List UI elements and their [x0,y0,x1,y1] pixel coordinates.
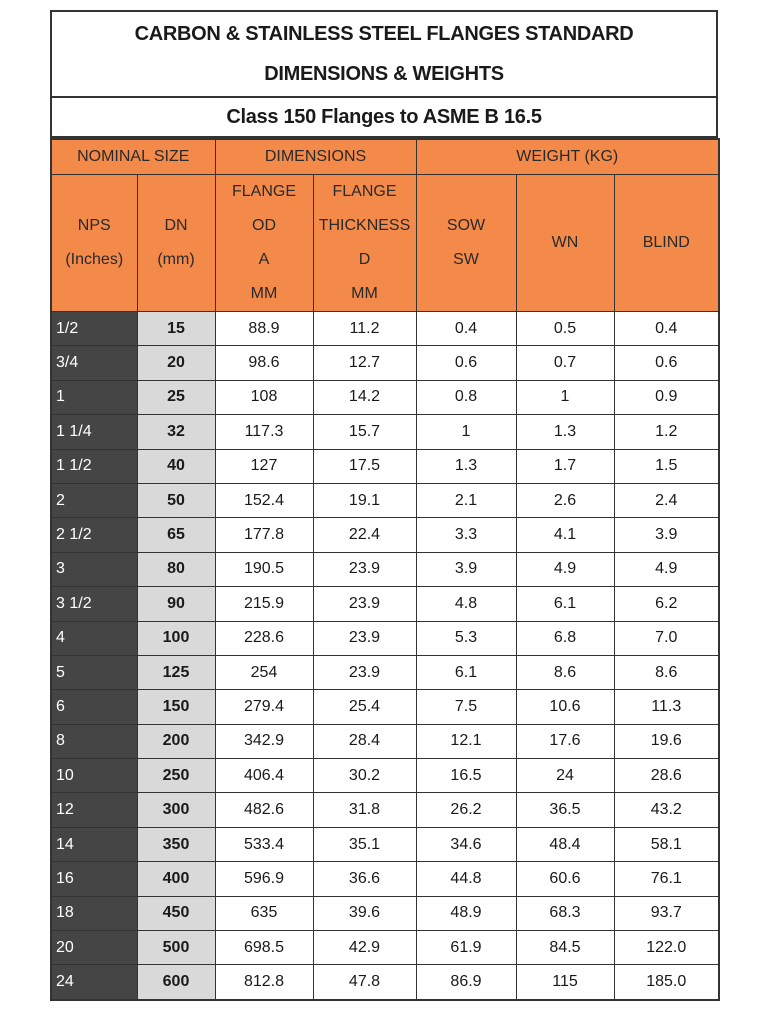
cell-nps: 2 1/2 [51,518,137,552]
cell-flange-od: 533.4 [215,827,313,861]
header-th-line4: MM [351,285,378,302]
cell-flange-thickness: 14.2 [313,380,416,414]
cell-weight-sow-sw: 16.5 [416,759,516,793]
table-row [51,827,719,861]
header-sow-sw [416,175,516,312]
header-group-row [51,139,719,175]
cell-flange-thickness: 23.9 [313,552,416,586]
table-row [51,724,719,758]
cell-nps: 10 [51,759,137,793]
table-row [51,621,719,655]
cell-dn: 80 [137,552,215,586]
cell-weight-wn: 8.6 [516,655,614,689]
flange-table [50,138,720,1001]
cell-flange-thickness: 28.4 [313,724,416,758]
cell-weight-blind: 8.6 [614,655,719,689]
cell-weight-blind: 19.6 [614,724,719,758]
cell-flange-od: 117.3 [215,415,313,449]
header-dn-line2: (mm) [157,251,195,268]
title-block [50,10,718,96]
cell-weight-wn: 36.5 [516,793,614,827]
cell-weight-wn: 0.7 [516,346,614,380]
cell-weight-blind: 43.2 [614,793,719,827]
table-row [51,793,719,827]
cell-weight-sow-sw: 61.9 [416,931,516,965]
cell-weight-blind: 93.7 [614,896,719,930]
cell-flange-thickness: 17.5 [313,449,416,483]
cell-weight-sow-sw: 0.4 [416,312,516,346]
cell-dn: 20 [137,346,215,380]
cell-flange-od: 215.9 [215,587,313,621]
cell-flange-od: 406.4 [215,759,313,793]
cell-flange-od: 279.4 [215,690,313,724]
cell-flange-od: 177.8 [215,518,313,552]
cell-weight-blind: 76.1 [614,862,719,896]
cell-dn: 600 [137,965,215,1000]
header-nps-line1: NPS [77,217,111,234]
cell-dn: 300 [137,793,215,827]
cell-weight-sow-sw: 6.1 [416,655,516,689]
cell-flange-od: 254 [215,655,313,689]
header-dn-line1: DN [164,217,188,234]
cell-nps: 8 [51,724,137,758]
cell-weight-wn: 1 [516,380,614,414]
cell-weight-blind: 28.6 [614,759,719,793]
table-row [51,655,719,689]
cell-nps: 4 [51,621,137,655]
cell-weight-blind: 4.9 [614,552,719,586]
cell-weight-sow-sw: 1 [416,415,516,449]
cell-weight-sow-sw: 44.8 [416,862,516,896]
cell-nps: 12 [51,793,137,827]
header-weight: WEIGHT (KG) [416,139,719,175]
cell-flange-od: 190.5 [215,552,313,586]
cell-flange-thickness: 22.4 [313,518,416,552]
cell-flange-thickness: 47.8 [313,965,416,1000]
cell-weight-wn: 0.5 [516,312,614,346]
cell-flange-od: 228.6 [215,621,313,655]
cell-flange-od: 635 [215,896,313,930]
cell-dn: 200 [137,724,215,758]
cell-weight-blind: 6.2 [614,587,719,621]
cell-flange-od: 342.9 [215,724,313,758]
cell-weight-sow-sw: 2.1 [416,483,516,517]
cell-flange-thickness: 23.9 [313,621,416,655]
table-row [51,346,719,380]
cell-weight-wn: 68.3 [516,896,614,930]
cell-flange-od: 812.8 [215,965,313,1000]
table-row [51,312,719,346]
header-wn: WN [516,175,614,312]
header-nps-line2: (Inches) [65,251,124,268]
cell-weight-wn: 4.9 [516,552,614,586]
table-row [51,415,719,449]
cell-dn: 450 [137,896,215,930]
cell-weight-blind: 1.5 [614,449,719,483]
cell-weight-wn: 84.5 [516,931,614,965]
cell-weight-blind: 1.2 [614,415,719,449]
cell-nps: 3/4 [51,346,137,380]
cell-flange-thickness: 35.1 [313,827,416,861]
cell-dn: 50 [137,483,215,517]
cell-nps: 1/2 [51,312,137,346]
header-od-line2: OD [252,217,276,234]
cell-flange-thickness: 12.7 [313,346,416,380]
title-line-2: DIMENSIONS & WEIGHTS [264,63,504,85]
table-body [51,312,719,1000]
cell-nps: 6 [51,690,137,724]
cell-flange-od: 596.9 [215,862,313,896]
cell-nps: 14 [51,827,137,861]
cell-weight-sow-sw: 0.6 [416,346,516,380]
cell-weight-sow-sw: 4.8 [416,587,516,621]
table-row [51,552,719,586]
cell-flange-thickness: 36.6 [313,862,416,896]
table-row [51,931,719,965]
subtitle: Class 150 Flanges to ASME B 16.5 [50,96,718,138]
cell-flange-od: 98.6 [215,346,313,380]
cell-flange-thickness: 42.9 [313,931,416,965]
cell-dn: 150 [137,690,215,724]
cell-flange-thickness: 15.7 [313,415,416,449]
cell-flange-thickness: 31.8 [313,793,416,827]
cell-nps: 16 [51,862,137,896]
cell-flange-thickness: 11.2 [313,312,416,346]
cell-flange-od: 127 [215,449,313,483]
cell-flange-thickness: 39.6 [313,896,416,930]
cell-nps: 3 [51,552,137,586]
table-row [51,483,719,517]
cell-dn: 100 [137,621,215,655]
header-od-line1: FLANGE [231,183,296,200]
table-row [51,449,719,483]
cell-nps: 2 [51,483,137,517]
cell-flange-thickness: 19.1 [313,483,416,517]
cell-weight-wn: 1.7 [516,449,614,483]
header-nps [51,175,137,312]
cell-weight-wn: 2.6 [516,483,614,517]
cell-weight-sow-sw: 5.3 [416,621,516,655]
cell-weight-sow-sw: 48.9 [416,896,516,930]
cell-weight-blind: 7.0 [614,621,719,655]
cell-nps: 5 [51,655,137,689]
cell-weight-sow-sw: 3.9 [416,552,516,586]
cell-dn: 125 [137,655,215,689]
cell-weight-wn: 10.6 [516,690,614,724]
cell-weight-sow-sw: 34.6 [416,827,516,861]
table-row [51,965,719,1000]
cell-weight-sow-sw: 0.8 [416,380,516,414]
header-dimensions: DIMENSIONS [215,139,416,175]
header-od-line3: A [258,251,270,268]
table-row [51,690,719,724]
cell-weight-wn: 6.8 [516,621,614,655]
cell-weight-blind: 3.9 [614,518,719,552]
cell-weight-blind: 11.3 [614,690,719,724]
header-nominal-size: NOMINAL SIZE [51,139,215,175]
cell-nps: 1 1/4 [51,415,137,449]
cell-flange-od: 698.5 [215,931,313,965]
header-th-line2: THICKNESS [318,217,411,234]
header-dn [137,175,215,312]
cell-dn: 350 [137,827,215,861]
header-flange-thickness [313,175,416,312]
cell-flange-thickness: 23.9 [313,655,416,689]
cell-flange-od: 482.6 [215,793,313,827]
cell-dn: 25 [137,380,215,414]
cell-flange-thickness: 23.9 [313,587,416,621]
header-th-line1: FLANGE [332,183,397,200]
cell-dn: 400 [137,862,215,896]
cell-weight-wn: 17.6 [516,724,614,758]
cell-nps: 1 [51,380,137,414]
cell-weight-sow-sw: 12.1 [416,724,516,758]
cell-nps: 1 1/2 [51,449,137,483]
cell-nps: 24 [51,965,137,1000]
cell-weight-blind: 0.4 [614,312,719,346]
cell-weight-blind: 0.6 [614,346,719,380]
cell-weight-sow-sw: 7.5 [416,690,516,724]
table-row [51,862,719,896]
cell-flange-od: 88.9 [215,312,313,346]
cell-nps: 20 [51,931,137,965]
cell-weight-sow-sw: 86.9 [416,965,516,1000]
cell-weight-blind: 0.9 [614,380,719,414]
cell-weight-wn: 1.3 [516,415,614,449]
table-row [51,380,719,414]
table-row [51,587,719,621]
cell-flange-thickness: 30.2 [313,759,416,793]
cell-weight-sow-sw: 3.3 [416,518,516,552]
cell-flange-od: 108 [215,380,313,414]
header-blind: BLIND [614,175,719,312]
cell-weight-wn: 6.1 [516,587,614,621]
cell-weight-blind: 2.4 [614,483,719,517]
flange-standard-sheet [50,10,718,1001]
header-sow-line2: SW [453,251,479,268]
cell-weight-wn: 24 [516,759,614,793]
cell-dn: 500 [137,931,215,965]
cell-dn: 32 [137,415,215,449]
cell-dn: 40 [137,449,215,483]
table-row [51,759,719,793]
cell-weight-wn: 115 [516,965,614,1000]
cell-weight-blind: 58.1 [614,827,719,861]
cell-nps: 18 [51,896,137,930]
cell-flange-od: 152.4 [215,483,313,517]
cell-dn: 90 [137,587,215,621]
header-sow-line1: SOW [446,217,486,234]
header-flange-od [215,175,313,312]
cell-nps: 3 1/2 [51,587,137,621]
table-row [51,896,719,930]
cell-dn: 250 [137,759,215,793]
cell-weight-wn: 4.1 [516,518,614,552]
cell-flange-thickness: 25.4 [313,690,416,724]
header-od-line4: MM [250,285,278,302]
cell-dn: 65 [137,518,215,552]
cell-weight-wn: 60.6 [516,862,614,896]
title-line-1: CARBON & STAINLESS STEEL FLANGES STANDARD [134,23,634,45]
header-th-line3: D [358,251,371,268]
cell-weight-sow-sw: 1.3 [416,449,516,483]
cell-weight-sow-sw: 26.2 [416,793,516,827]
header-column-row [51,175,719,312]
cell-weight-blind: 185.0 [614,965,719,1000]
cell-dn: 15 [137,312,215,346]
cell-weight-blind: 122.0 [614,931,719,965]
table-row [51,518,719,552]
cell-weight-wn: 48.4 [516,827,614,861]
